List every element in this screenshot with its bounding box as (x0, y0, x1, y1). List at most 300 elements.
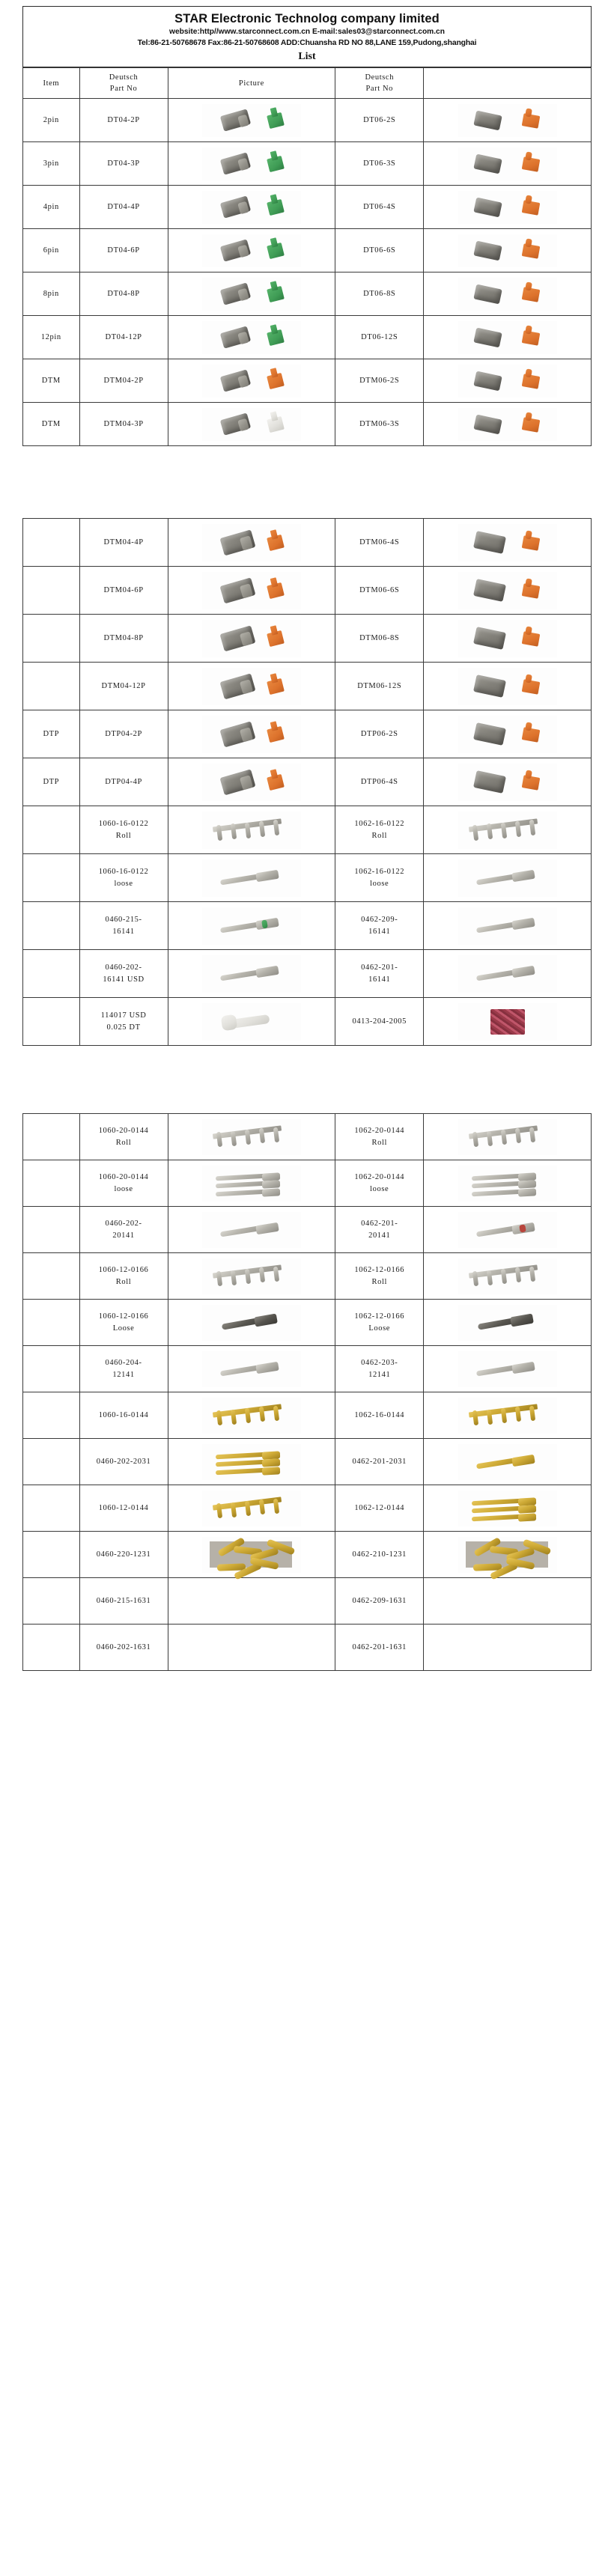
cell-part-no-right-main: DTM06-6S (359, 586, 400, 595)
cell-part-no-left-main: DTM04-4P (103, 538, 144, 547)
table-row (23, 1114, 592, 1160)
connector-socket-gray-orange-wedge-image (425, 668, 590, 705)
cell-part-no-left-sub: 12141 (112, 1370, 135, 1379)
cell-item: DTP (23, 758, 80, 806)
connector-socket-gray-orange-wedge-image (425, 620, 590, 657)
col-header-deutsch-part-no-left (79, 68, 168, 99)
cell-part-no-right (335, 1114, 424, 1160)
table-row (23, 1300, 592, 1346)
connector-plug-gray-orange-wedge-image (169, 764, 335, 801)
connector-socket-gray-orange-wedge-image (425, 716, 590, 753)
table-row (23, 806, 592, 854)
product-list-page (0, 6, 614, 2576)
cell-part-no-right-main: 1062-12-0166 (354, 1312, 405, 1321)
cell-picture-left (168, 1485, 335, 1532)
cell-item: 12pin (23, 316, 80, 359)
cell-part-no-right-main: 1062-16-0122 (354, 868, 405, 877)
cell-item: 4pin (23, 186, 80, 229)
terminal-strip-large-metal-image (169, 1258, 335, 1294)
cell-part-no-left (79, 1253, 168, 1300)
cell-item (23, 519, 80, 567)
cell-picture-left (168, 663, 335, 710)
connector-socket-gray-orange-wedge-image (425, 572, 590, 609)
cell-part-no-right-main: DT06-4S (363, 203, 396, 212)
cell-part-no-left-main: 1060-20-0144 (98, 1127, 149, 1136)
cell-part-no-right (335, 758, 424, 806)
cell-picture-right (424, 1300, 592, 1346)
cell-item: 2pin (23, 99, 80, 142)
connector-socket-gray-orange-wedge-image (425, 408, 590, 441)
cell-picture-right (424, 272, 592, 316)
cell-part-no-left (79, 1485, 168, 1532)
cell-item (23, 615, 80, 663)
table-row (23, 229, 592, 272)
cell-picture-left (168, 1578, 335, 1625)
cell-part-no-left-main: 0460-204- (105, 1359, 142, 1368)
table-row (23, 359, 592, 403)
cell-part-no-left-main: DT04-8P (107, 290, 140, 299)
cell-item (23, 1439, 80, 1485)
cell-part-no-left-main: 0460-215- (105, 916, 142, 925)
cell-part-no-left-sub: loose (114, 1184, 133, 1193)
connector-plug-gray-orange-wedge-image (169, 365, 335, 398)
terminal-socket-metal-image (425, 907, 590, 945)
page-break-gap-2 (0, 1046, 614, 1113)
table-row (23, 950, 592, 998)
cell-part-no-right-main: DT06-12S (361, 333, 398, 342)
cell-part-no-right (335, 316, 424, 359)
cell-picture-right (424, 1439, 592, 1485)
terminal-pin-dark-metal-image (169, 1305, 335, 1341)
cell-part-no-left-main: 1060-12-0144 (98, 1504, 149, 1513)
cell-picture-left (168, 142, 335, 186)
terminal-pins-brass-pair-image (169, 1444, 335, 1480)
cell-item (23, 1114, 80, 1160)
cell-picture-left (168, 1439, 335, 1485)
cell-part-no-left-sub: Loose (112, 1324, 135, 1333)
cell-part-no-left (79, 1346, 168, 1392)
cell-part-no-right-main: 1062-12-0144 (354, 1504, 405, 1513)
cell-item (23, 1532, 80, 1578)
cell-part-no-right (335, 1392, 424, 1439)
cell-item (23, 663, 80, 710)
cell-part-no-right-sub: Loose (368, 1324, 391, 1333)
cell-part-no-right (335, 854, 424, 902)
table-row (23, 1207, 592, 1253)
terminal-brass-pair-image (425, 1491, 590, 1526)
cell-picture-left (168, 99, 335, 142)
cell-part-no-left (79, 272, 168, 316)
cell-picture-left (168, 359, 335, 403)
connector-socket-gray-orange-wedge-image (425, 764, 590, 801)
cell-part-no-left-main: DTM04-3P (103, 420, 144, 429)
cell-item (23, 1485, 80, 1532)
cell-part-no-left (79, 1532, 168, 1578)
cell-item: DTM (23, 403, 80, 446)
cell-part-no-right-main: 0462-209-1631 (352, 1597, 407, 1606)
cell-picture-right (424, 1392, 592, 1439)
cell-part-no-left (79, 1114, 168, 1160)
cell-part-no-right (335, 1207, 424, 1253)
table-row (23, 1392, 592, 1439)
seal-grommet-red-image (425, 1003, 590, 1041)
cell-item (23, 1578, 80, 1625)
product-table-1 (22, 67, 592, 446)
table-row (23, 1532, 592, 1578)
cell-picture-left (168, 1114, 335, 1160)
cell-picture-left (168, 403, 335, 446)
cell-picture-left (168, 710, 335, 758)
terminal-pins-loose-metal-image (169, 1166, 335, 1202)
terminal-sockets-loose-metal-image (425, 1166, 590, 1202)
cell-picture-right (424, 950, 592, 998)
cell-part-no-right (335, 1485, 424, 1532)
cell-part-no-left-main: 114017 USD (100, 1011, 147, 1020)
connector-socket-gray-orange-wedge-image (425, 278, 590, 311)
cell-picture-right (424, 229, 592, 272)
cell-part-no-left (79, 902, 168, 950)
cell-part-no-right-main: DTM06-12S (357, 682, 402, 691)
cell-item (23, 950, 80, 998)
cell-part-no-right (335, 567, 424, 615)
cell-part-no-left-sub: 20141 (112, 1231, 135, 1240)
cell-part-no-left (79, 186, 168, 229)
table-row (23, 615, 592, 663)
contact-line-tel-fax-address: Tel:86-21-50768678 Fax:86-21-50768608 ADD:Chuansha RD NO 88,LANE 159,Pudong,shanghai (137, 39, 477, 48)
cell-part-no-left (79, 806, 168, 854)
cell-part-no-right-sub: loose (370, 1184, 389, 1193)
cell-picture-right (424, 663, 592, 710)
cell-picture-left (168, 615, 335, 663)
cell-part-no-left-main: 0460-202- (105, 963, 142, 972)
table-row (23, 1160, 592, 1207)
connector-socket-gray-orange-wedge-image (425, 524, 590, 561)
cell-part-no-right-sub: 20141 (368, 1231, 391, 1240)
cell-part-no-right (335, 1346, 424, 1392)
cell-part-no-left-main: 1060-12-0166 (98, 1312, 149, 1321)
cell-picture-left (168, 1253, 335, 1300)
cell-part-no-left-main: DTM04-6P (103, 586, 144, 595)
cell-part-no-left-main: DT04-2P (107, 116, 140, 125)
connector-plug-gray-green-wedge-image (169, 104, 335, 137)
cell-picture-left (168, 854, 335, 902)
table-row (23, 142, 592, 186)
cell-part-no-right-main: DT06-2S (363, 116, 396, 125)
cell-part-no-right (335, 1625, 424, 1671)
cell-part-no-right-sub: loose (370, 879, 389, 888)
cell-item (23, 854, 80, 902)
table-3-wrapper (22, 1113, 592, 1671)
cell-part-no-left-main: DTP04-4P (105, 778, 142, 787)
cell-part-no-left (79, 142, 168, 186)
cell-part-no-right (335, 403, 424, 446)
cell-part-no-left (79, 519, 168, 567)
sealing-plug-white-image (169, 1003, 335, 1041)
cell-part-no-left-main: DTP04-2P (105, 730, 142, 739)
cell-part-no-left-main: DTM04-2P (103, 377, 144, 386)
cell-part-no-right-main: DT06-3S (363, 159, 396, 168)
cell-part-no-left-main: 1060-16-0122 (98, 820, 149, 829)
cell-part-no-right-sub: Roll (371, 831, 387, 840)
cell-item (23, 998, 80, 1046)
cell-picture-right (424, 99, 592, 142)
table-row (23, 854, 592, 902)
connector-plug-gray-orange-wedge-image (169, 620, 335, 657)
cell-part-no-right-sub: 16141 (368, 975, 391, 984)
cell-picture-right (424, 998, 592, 1046)
table-row (23, 1253, 592, 1300)
cell-item (23, 1253, 80, 1300)
cell-picture-right (424, 902, 592, 950)
cell-picture-right (424, 1207, 592, 1253)
table-row (23, 1625, 592, 1671)
cell-part-no-left-main: 1060-12-0166 (98, 1266, 149, 1275)
cell-part-no-left (79, 1392, 168, 1439)
cell-picture-left (168, 1300, 335, 1346)
terminal-strip-metal-image (169, 812, 335, 849)
cell-item (23, 567, 80, 615)
cell-part-no-left-main: DT04-6P (107, 246, 140, 255)
cell-picture-right (424, 615, 592, 663)
cell-part-no-right-main: DTP06-2S (360, 730, 398, 739)
connector-plug-gray-green-wedge-image (169, 321, 335, 354)
cell-part-no-right (335, 615, 424, 663)
table-row (23, 758, 592, 806)
cell-part-no-left-main: DT04-3P (107, 159, 140, 168)
col-header-deutsch-part-no-right (335, 68, 424, 99)
terminal-socket-metal-image (425, 859, 590, 897)
cell-part-no-left (79, 1578, 168, 1625)
cell-picture-right (424, 1625, 592, 1671)
cell-part-no-right (335, 1253, 424, 1300)
connector-plug-gray-green-wedge-image (169, 191, 335, 224)
cell-part-no-left-main: 0460-202-2031 (96, 1458, 151, 1467)
cell-part-no-right-main: 0462-203- (361, 1359, 398, 1368)
table-row (23, 316, 592, 359)
cell-picture-left (168, 1532, 335, 1578)
cell-item: DTM (23, 359, 80, 403)
col-header-picture-right (424, 68, 592, 99)
terminal-strip-sockets-metal-image (425, 1119, 590, 1155)
cell-picture-left (168, 998, 335, 1046)
connector-socket-gray-orange-wedge-image (425, 191, 590, 224)
cell-picture-right (424, 142, 592, 186)
cell-picture-left (168, 758, 335, 806)
cell-part-no-right-main: 0462-201- (361, 963, 398, 972)
cell-part-no-right (335, 229, 424, 272)
cell-picture-right (424, 519, 592, 567)
product-table-2 (22, 518, 592, 1046)
terminal-strip-brass-row-image (169, 1491, 335, 1526)
cell-part-no-right (335, 99, 424, 142)
cell-part-no-left-sub: Roll (115, 1277, 132, 1286)
connector-socket-gray-orange-wedge-image (425, 104, 590, 137)
cell-part-no-left (79, 1300, 168, 1346)
cell-part-no-right-main: DTM06-3S (359, 420, 400, 429)
cell-picture-right (424, 1578, 592, 1625)
terminal-pin-metal-image (169, 1351, 335, 1387)
cell-picture-right (424, 806, 592, 854)
table-row (23, 99, 592, 142)
table-row (23, 403, 592, 446)
page-break-gap-1 (0, 446, 614, 518)
connector-socket-gray-orange-wedge-image (425, 365, 590, 398)
table-row (23, 567, 592, 615)
cell-picture-left (168, 902, 335, 950)
cell-part-no-left-sub: 0.025 DT (106, 1023, 141, 1032)
cell-part-no-right-main: DT06-8S (363, 290, 396, 299)
cell-picture-left (168, 1160, 335, 1207)
cell-part-no-left-sub: Roll (115, 831, 132, 840)
cell-picture-left (168, 519, 335, 567)
cell-part-no-right-sub: Roll (371, 1138, 387, 1147)
cell-item (23, 1392, 80, 1439)
page-title: List (298, 51, 316, 63)
cell-picture-left (168, 1207, 335, 1253)
cell-part-no-left (79, 1207, 168, 1253)
cell-part-no-left (79, 854, 168, 902)
terminal-socket-metal-image (425, 1351, 590, 1387)
cell-item (23, 1346, 80, 1392)
cell-part-no-right-main: DTM06-4S (359, 538, 400, 547)
cell-picture-right (424, 1160, 592, 1207)
cell-part-no-left (79, 1160, 168, 1207)
cell-picture-left (168, 950, 335, 998)
cell-part-no-right (335, 272, 424, 316)
terminal-strip-large-metal-image (425, 1258, 590, 1294)
cell-part-no-left-sub: loose (114, 879, 133, 888)
connector-plug-gray-orange-wedge-image (169, 668, 335, 705)
cell-part-no-left-sub: 16141 (112, 927, 135, 936)
cell-picture-right (424, 186, 592, 229)
cell-part-no-left (79, 316, 168, 359)
cell-picture-left (168, 229, 335, 272)
cell-picture-right (424, 1532, 592, 1578)
cell-part-no-right (335, 1160, 424, 1207)
cell-picture-right (424, 359, 592, 403)
terminal-socket-metal-image (425, 955, 590, 993)
cell-part-no-right-main: DTM06-2S (359, 377, 400, 386)
contact-line-website-email: website:http//www.starconnect.com.cn E-mail:sales03@starconnect.com.cn (169, 27, 445, 36)
table-row (23, 710, 592, 758)
table-row (23, 1439, 592, 1485)
cell-part-no-right (335, 1300, 424, 1346)
connector-socket-gray-orange-wedge-image (425, 234, 590, 267)
cell-part-no-left (79, 403, 168, 446)
cell-picture-right (424, 854, 592, 902)
cell-part-no-right (335, 902, 424, 950)
cell-picture-right (424, 403, 592, 446)
cell-part-no-left-main: DT04-4P (107, 203, 140, 212)
terminal-strip-pins-metal-image (169, 1119, 335, 1155)
cell-item (23, 902, 80, 950)
col-header-deutsch-right: Deutsch (365, 73, 395, 82)
col-header-deutsch-left: Deutsch (109, 73, 139, 82)
cell-item (23, 806, 80, 854)
table-row (23, 1346, 592, 1392)
cell-picture-left (168, 1392, 335, 1439)
cell-part-no-right (335, 998, 424, 1046)
cell-part-no-left-main: 1060-20-0144 (98, 1173, 149, 1182)
terminal-socket-metal-red-image (425, 1212, 590, 1248)
cell-item (23, 1207, 80, 1253)
table-2-wrapper (22, 518, 592, 1046)
terminal-strip-metal-image (425, 812, 590, 849)
cell-item (23, 1300, 80, 1346)
cell-part-no-right-sub: Roll (371, 1277, 387, 1286)
table-header-row (23, 68, 592, 99)
cell-part-no-right-main: DTM06-8S (359, 634, 400, 643)
cell-part-no-left (79, 567, 168, 615)
cell-part-no-right-main: 1062-12-0166 (354, 1266, 405, 1275)
connector-plug-gray-orange-wedge-image (169, 524, 335, 561)
cell-item: 3pin (23, 142, 80, 186)
cell-part-no-right-main: 1062-20-0144 (354, 1173, 405, 1182)
cell-picture-left (168, 1346, 335, 1392)
connector-socket-gray-orange-wedge-image (425, 321, 590, 354)
cell-part-no-right-main: 0462-201-2031 (352, 1458, 407, 1467)
terminal-pin-metal-image (169, 955, 335, 993)
cell-part-no-right-main: 0462-210-1231 (352, 1550, 407, 1559)
cell-part-no-right-main: DT06-6S (363, 246, 396, 255)
cell-part-no-right-sub: 16141 (368, 927, 391, 936)
connector-plug-gray-green-wedge-image (169, 278, 335, 311)
cell-item: DTP (23, 710, 80, 758)
cell-part-no-right (335, 1439, 424, 1485)
cell-picture-right (424, 1485, 592, 1532)
cell-part-no-left (79, 1439, 168, 1485)
page-bottom-gap (0, 1671, 614, 1701)
cell-part-no-right (335, 1578, 424, 1625)
cell-part-no-right (335, 663, 424, 710)
cell-part-no-right (335, 519, 424, 567)
terminal-socket-brass-gray-image (425, 1537, 590, 1573)
terminal-pin-metal-green-band-image (169, 907, 335, 945)
cell-picture-left (168, 567, 335, 615)
cell-part-no-left-main: 1060-16-0144 (98, 1411, 149, 1420)
cell-part-no-left (79, 758, 168, 806)
cell-part-no-right (335, 950, 424, 998)
terminal-pin-metal-image (169, 859, 335, 897)
cell-part-no-left (79, 615, 168, 663)
cell-part-no-right-main: DTP06-4S (360, 778, 398, 787)
terminal-strip-brass-pins-image (169, 1398, 335, 1434)
col-header-item: Item (23, 68, 80, 99)
cell-part-no-left-main: DTM04-12P (101, 682, 146, 691)
cell-picture-right (424, 567, 592, 615)
cell-part-no-left-sub: Roll (115, 1138, 132, 1147)
cell-part-no-right-main: 1062-20-0144 (354, 1127, 405, 1136)
cell-part-no-left-main: 1060-16-0122 (98, 868, 149, 877)
cell-part-no-right-main: 1062-16-0122 (354, 820, 405, 829)
col-header-part-no-left: Part No (109, 85, 138, 94)
cell-part-no-left-main: DTM04-8P (103, 634, 144, 643)
col-header-part-no-right: Part No (365, 85, 394, 94)
cell-part-no-left (79, 663, 168, 710)
cell-item (23, 1160, 80, 1207)
connector-plug-gray-white-image (169, 408, 335, 441)
cell-part-no-right (335, 710, 424, 758)
cell-part-no-right-main: 0462-209- (361, 916, 398, 925)
connector-plug-gray-orange-wedge-image (169, 572, 335, 609)
cell-picture-left (168, 1625, 335, 1671)
table-row (23, 1485, 592, 1532)
cell-part-no-left (79, 710, 168, 758)
cell-part-no-right-main: 1062-16-0144 (354, 1411, 405, 1420)
cell-part-no-right (335, 359, 424, 403)
cell-picture-right (424, 316, 592, 359)
cell-picture-right (424, 758, 592, 806)
